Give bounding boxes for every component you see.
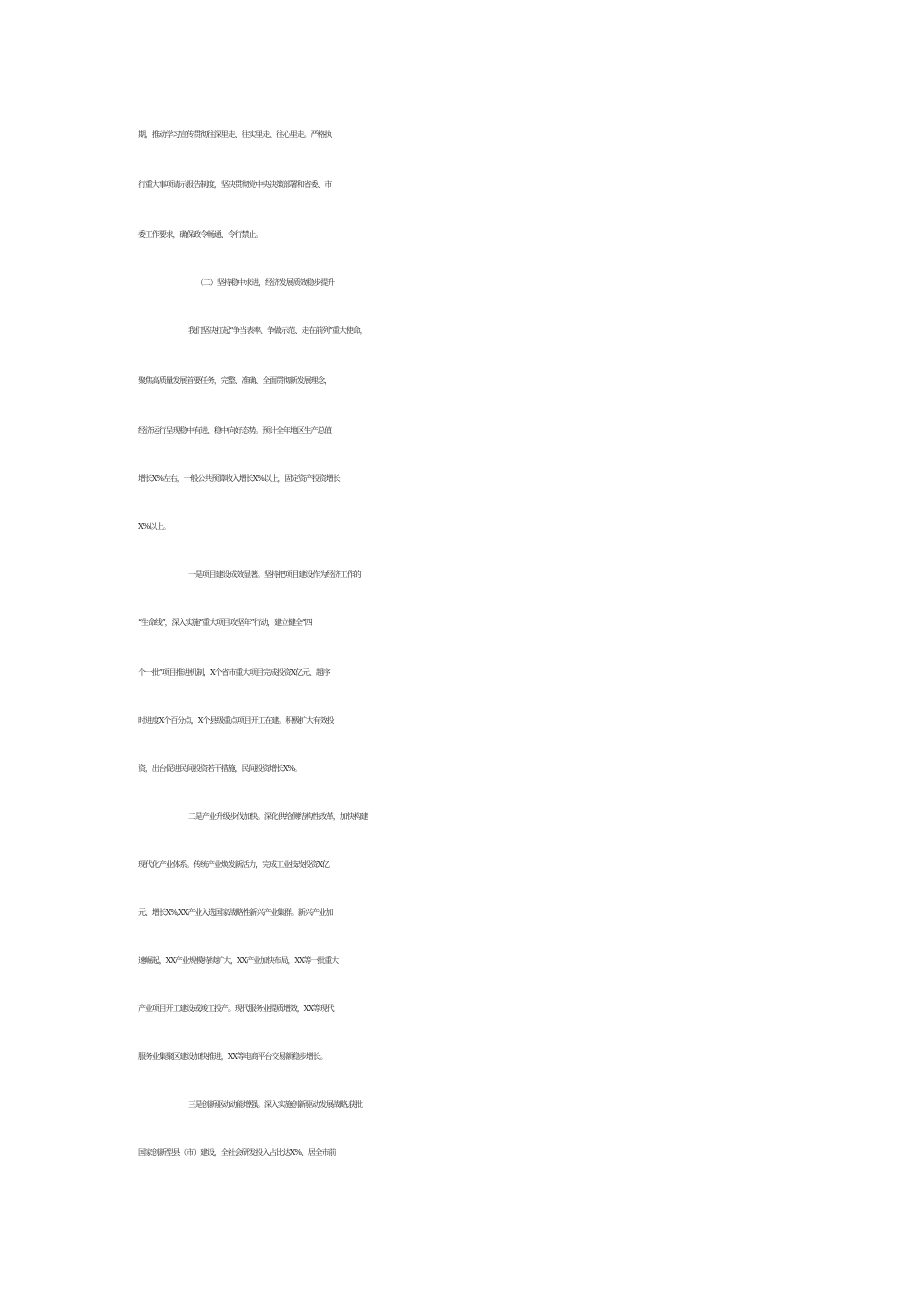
line-text: 产业项目开工建设或竣工投产。现代服务业提质增效，XX等现代 (138, 1004, 334, 1013)
text-line (0, 308, 920, 354)
line-text: 经济运行呈现稳中有进、稳中向好态势。预计全年地区生产总值 (138, 426, 332, 435)
line-text: 元、增长X%,XX产业入选国家战略性新兴产业集群。新兴产业加 (138, 908, 333, 917)
line-text: 个一批”项目推进机制，X个省市重大项目完成投资X亿元、超序 (138, 668, 330, 677)
text-line (0, 698, 920, 744)
line-text: 现代化产业体系。传统产业焕发新活力，完成工业技改投资X亿 (138, 860, 329, 869)
line-text: 三是创新驱动动能增强。深入实施创新驱动发展战略,获批 (188, 1100, 362, 1109)
text-line (0, 504, 920, 550)
line-text: 委工作要求，确保政令畅通、令行禁止。 (138, 230, 263, 239)
line-text: 资，出台促进民间投资若干措施，民间投资增长X%。 (138, 764, 301, 773)
text-line (0, 212, 920, 258)
line-text: 速崛起，XX产业规模持续扩大，XX产业加快布局，XX等一批重大 (138, 956, 339, 965)
section-heading (0, 260, 920, 306)
text-line (0, 938, 920, 984)
text-line (0, 358, 920, 404)
text-line (0, 650, 920, 696)
line-text: 服务业集聚区建设加快推进，XX等电商平台交易额稳步增长。 (138, 1052, 327, 1061)
line-text: 增长X%左右，一般公共预算收入增长X%以上，固定资产投资增长 (138, 474, 340, 483)
text-line (0, 1082, 920, 1128)
text-line (0, 746, 920, 792)
text-line (0, 986, 920, 1032)
line-text: 一是项目建设成效显著。坚持把项目建设作为经济工作的 (188, 570, 361, 579)
line-text: 我们坚决扛起“争当表率、争做示范、走在前列”重大使命， (188, 326, 367, 335)
text-line (0, 456, 920, 502)
line-text: X%以上。 (138, 522, 170, 531)
text-line (0, 842, 920, 888)
section-heading-text: （二）坚持稳中求进，经济发展质效稳步提升 (196, 278, 334, 287)
text-line (0, 794, 920, 840)
text-line (0, 890, 920, 936)
text-line (0, 1034, 920, 1080)
line-text: 二是产业升级步伐加快。深化供给侧结构性改革，加快构建 (188, 812, 368, 821)
line-text: 聚焦高质量发展首要任务，完整、准确、全面贯彻新发展理念， (138, 376, 332, 385)
text-line (0, 1130, 920, 1176)
line-text: 行重大事项请示报告制度，坚决贯彻党中央决策部署和省委、市 (138, 180, 332, 189)
text-line (0, 112, 920, 158)
line-text: 期，推动学习宣传贯彻往深里走、往实里走、往心里走。严格执 (138, 130, 332, 139)
line-text: 国家创新型县（市）建设，全社会研发投入占比达X%、居全市前 (138, 1148, 336, 1157)
text-line (0, 162, 920, 208)
line-text: 时进度X个百分点，X个县级重点项目开工在建。积极扩大有效投 (138, 716, 334, 725)
text-line (0, 600, 920, 646)
text-line (0, 408, 920, 454)
text-line (0, 552, 920, 598)
line-text: “生命线”，深入实施“重大项目攻坚年”行动，建立健全“四 (138, 618, 312, 627)
